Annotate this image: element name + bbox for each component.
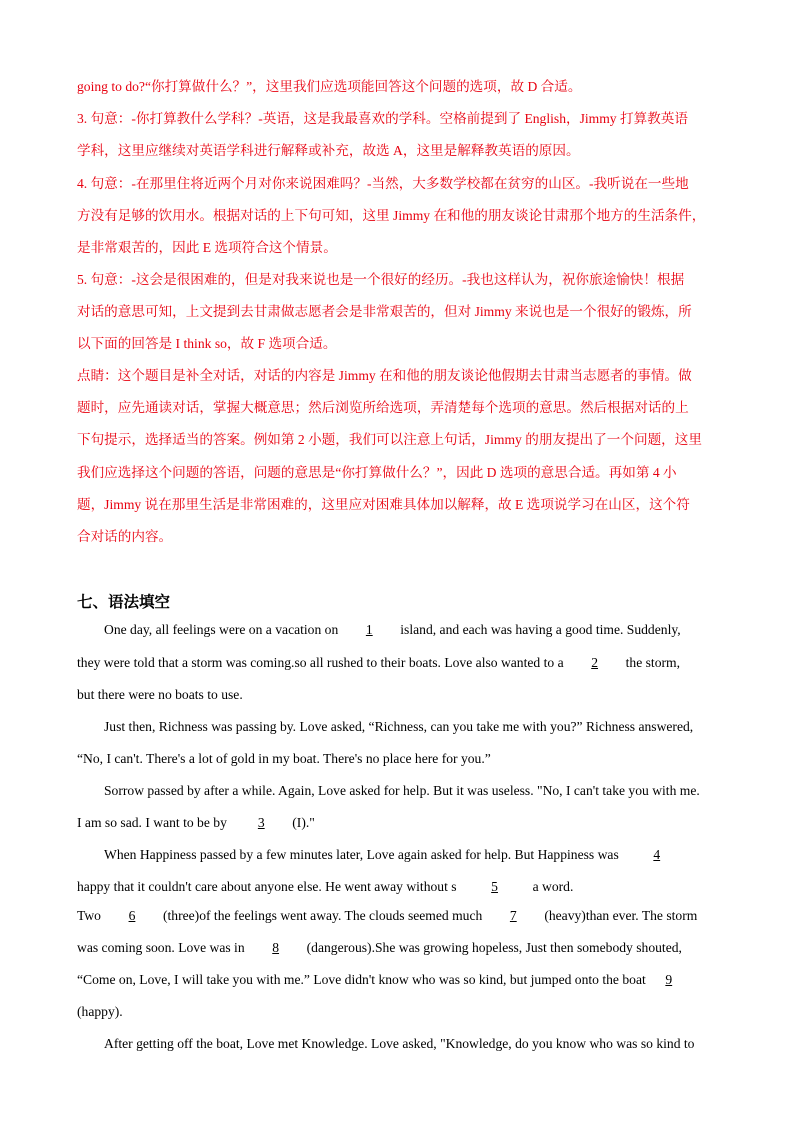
answer-line: 以下面的回答是 I think so，故 F 选项合适。 [77,336,337,351]
blank-8: 8 [272,940,280,955]
passage-line: Two 6 (three)of the feelings went away. The clouds seemed much 7 (heavy)than ever. The storm [77,908,698,923]
blank-7: 7 [509,908,517,923]
tip-line: 题时，应先通读对话，掌握大概意思；然后浏览所给选项，弄清楚每个选项的意思。然后根据对话的上 [77,400,689,415]
passage-line: “No, I can't. There's a lot of gold in my boat. There's no place here for you.” [77,751,491,766]
blank-1: 1 [365,622,373,637]
tip-line: 下句提示，选择适当的答案。例如第 2 小题，我们可以注意上句话，Jimmy 的朋友提出了一个问题，这里 [77,432,702,447]
blank-9: 9 [665,972,673,987]
tip-line: 点睛：这个题目是补全对话，对话的内容是 Jimmy 在和他的朋友谈论他假期去甘肃当志愿者的事情。做 [77,368,692,383]
blank-2: 2 [591,655,599,670]
answer-line: 5. 句意：-这会是很困难的，但是对我来说也是一个很好的经历。-我也这样认为，祝你旅途愉快！根据 [77,272,685,287]
blank-6: 6 [128,908,136,923]
blank-3: 3 [257,815,265,830]
answer-line: 方没有足够的饮用水。根据对话的上下句可知，这里 Jimmy 在和他的朋友谈论甘肃那个地方的生活条件， [77,208,706,223]
passage-line: After getting off the boat, Love met Knowledge. Love asked, "Knowledge, do you know who was so kind to [104,1036,695,1051]
answer-line: 4. 句意：-在那里住将近两个月对你来说困难吗？-当然，大多数学校都在贫穷的山区。-我听说在一些地 [77,176,689,191]
tip-line: 合对话的内容。 [77,529,173,544]
passage-line: When Happiness passed by a few minutes later, Love again asked for help. But Happiness was 4 [104,846,695,864]
passage-line: they were told that a storm was coming.so all rushed to their boats. Love also wanted to a 2 the storm, [77,655,680,670]
blank-5: 5 [491,879,498,894]
answer-line: 3. 句意：-你打算教什么学科？-英语，这是我最喜欢的学科。空格前提到了 English，Jimmy 打算教英语 [77,111,688,126]
passage-line: was coming soon. Love was in 8 (dangerous).She was growing hopeless, Just then somebody shouted, [77,940,682,955]
passage-line: I am so sad. I want to be by 3 (I)." [77,815,315,830]
section-heading: 七、语法填空 [77,593,171,611]
passage-line: One day, all feelings were on a vacation on 1 island, and each was having a good time. Suddenly, [104,622,681,637]
tip-line: 我们应选择这个问题的答语，问题的意思是“你打算做什么？”，因此 D 选项的意思合适。再如第 4 小 [77,465,677,480]
passage-line: Just then, Richness was passing by. Love asked, “Richness, can you take me with you?” Richness answered, [104,719,694,734]
blank-4: 4 [653,847,661,862]
answer-line: going to do?“你打算做什么？”，这里我们应选项能回答这个问题的选项，故 D 合适。 [77,79,582,94]
passage-line: Sorrow passed by after a while. Again, Love asked for help. But it was useless. "No, I can't take you with me. [104,783,700,798]
passage-line: happy that it couldn't care about anyone else. He went away without s 5 a word. [77,879,574,894]
tip-line: 题，Jimmy 说在那里生活是非常困难的，这里应对困难具体加以解释，故 E 选项说学习在山区，这个符 [77,497,690,512]
passage-line: “Come on, Love, I will take you with me.” Love didn't know who was so kind, but jumped onto the boat 9 [77,971,692,989]
passage-line: but there were no boats to use. [77,687,243,702]
answer-line: 是非常艰苦的，因此 E 选项符合这个情景。 [77,240,337,255]
answer-line: 学科，这里应继续对英语学科进行解释或补充，故选 A，这里是解释教英语的原因。 [77,143,580,158]
passage-line: (happy). [77,1004,123,1019]
answer-line: 对话的意思可知，上文提到去甘肃做志愿者会是非常艰苦的，但对 Jimmy 来说也是一个很好的锻炼，所 [77,304,692,319]
